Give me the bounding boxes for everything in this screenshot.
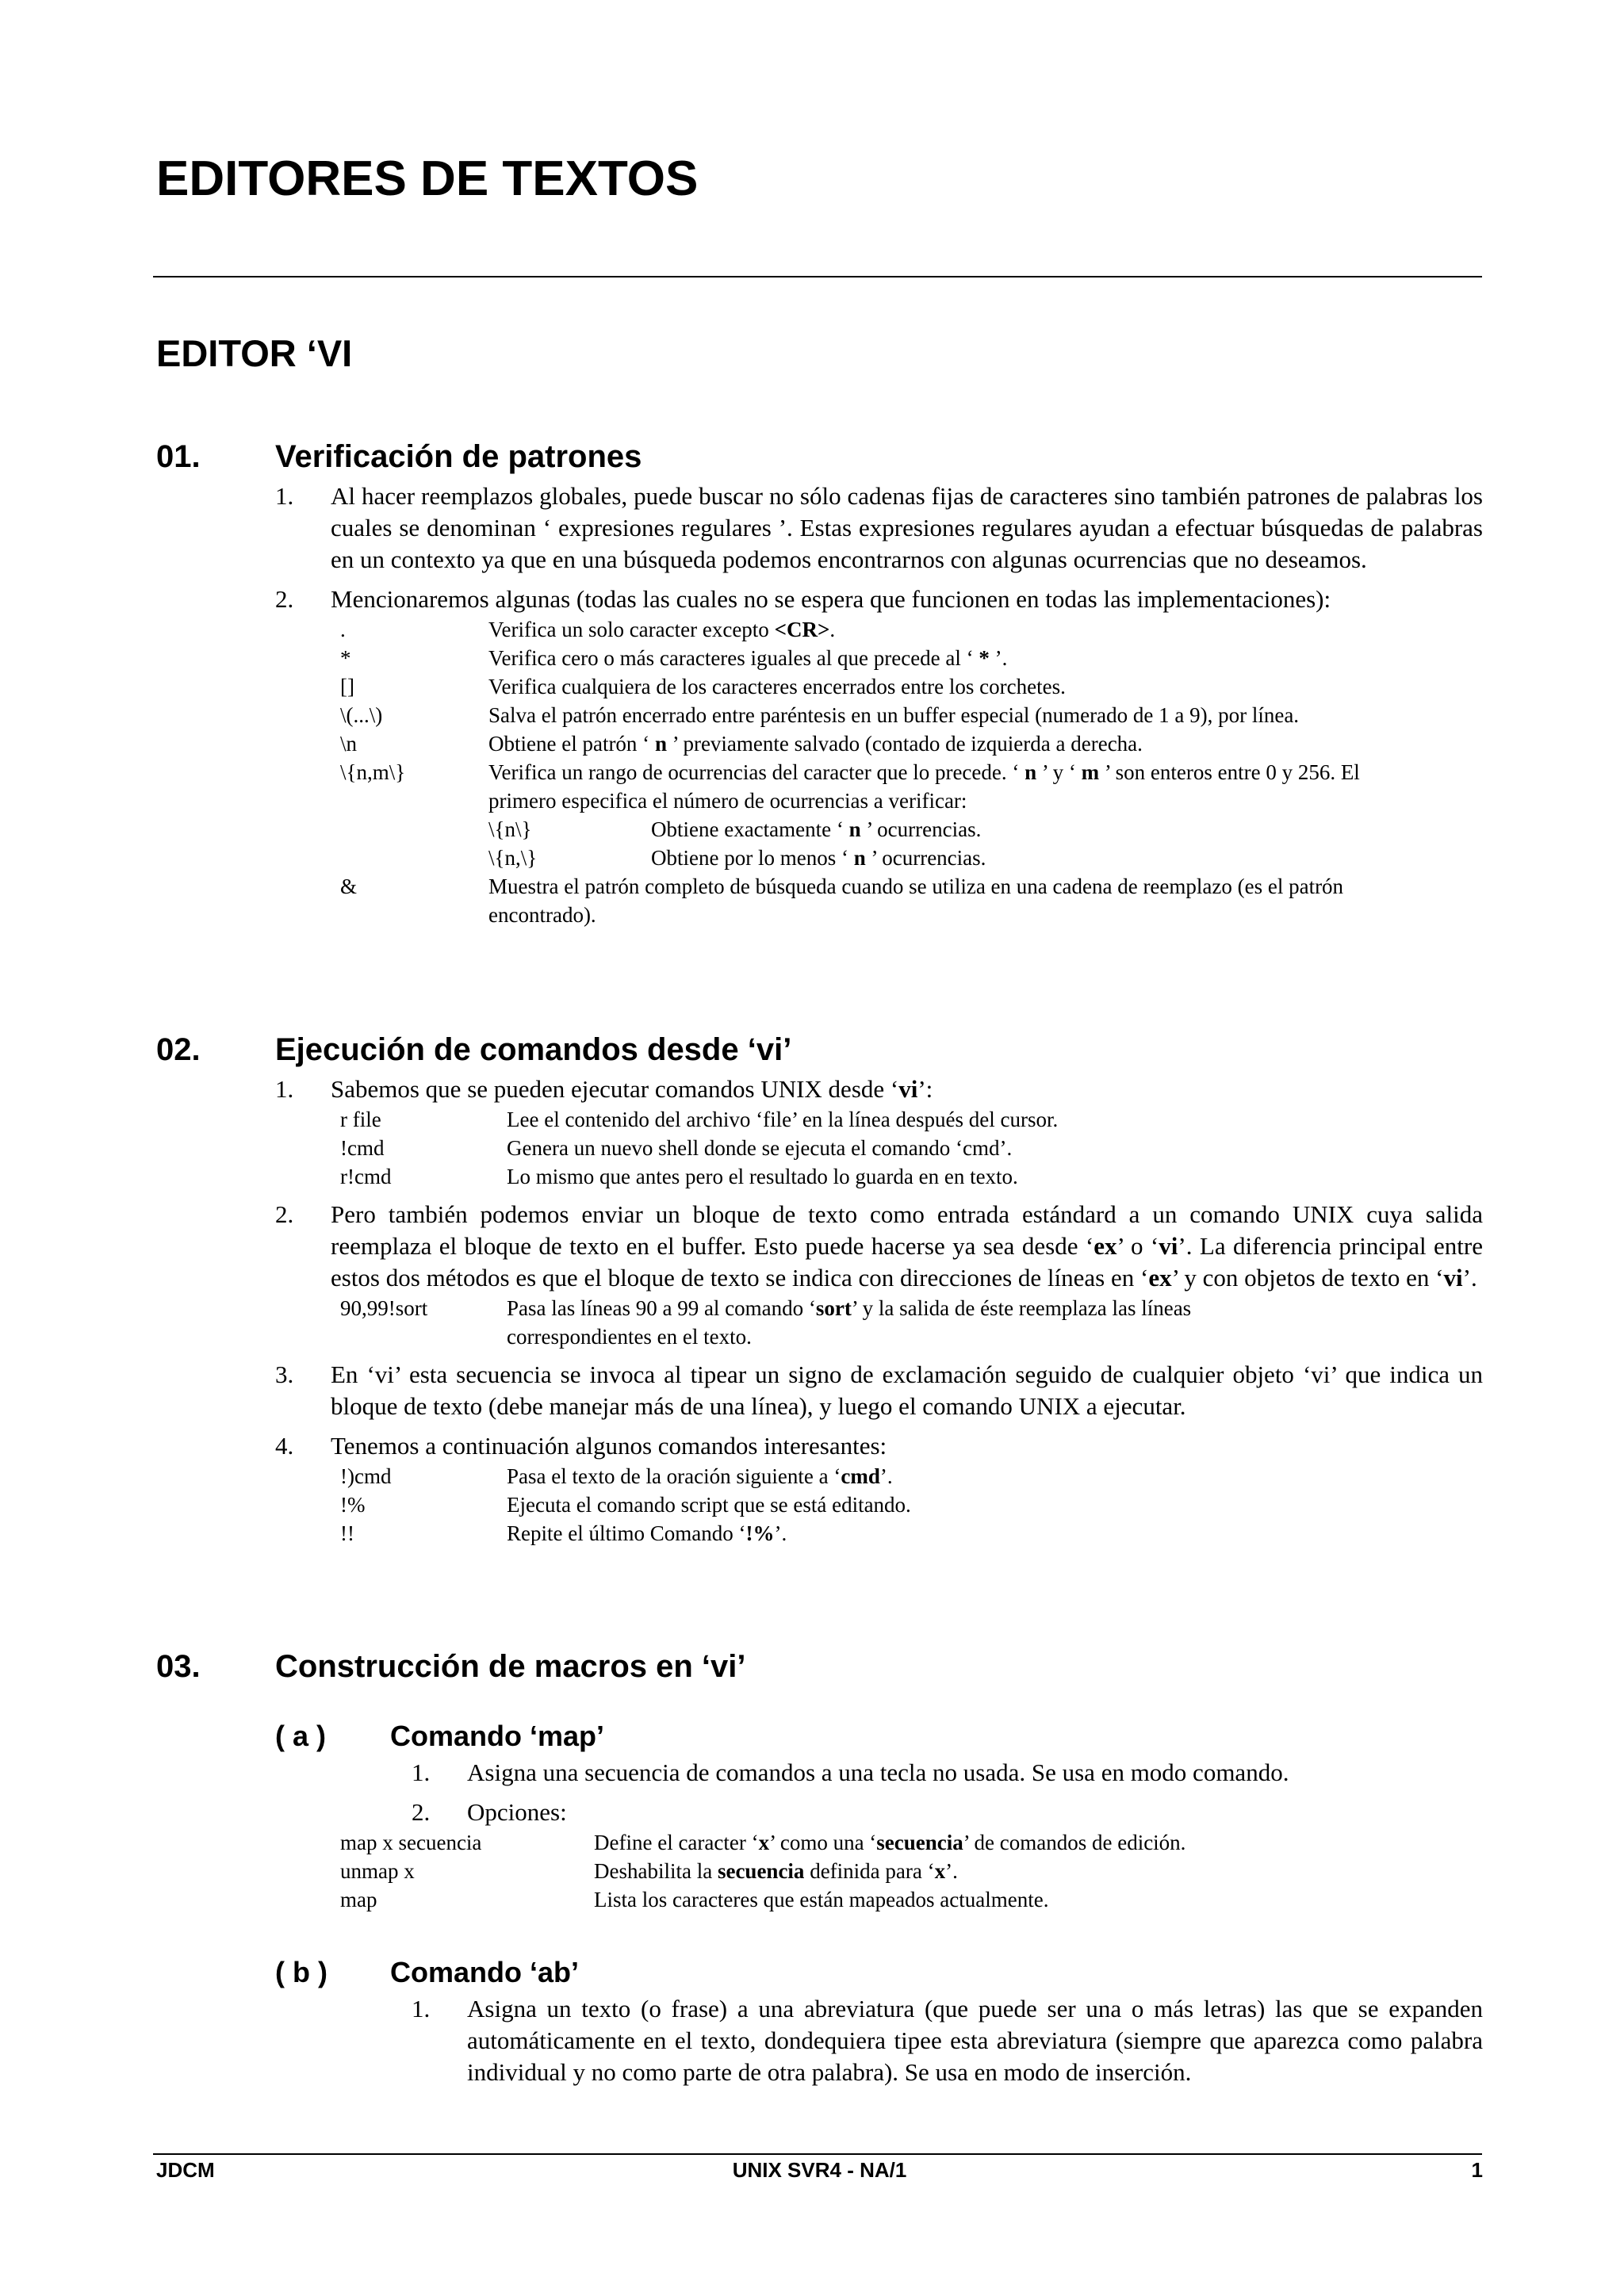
item-text: Asigna una secuencia de comandos a una tecla no usada. Se usa en modo comando. — [467, 1758, 1289, 1786]
definition-row — [340, 1162, 1483, 1191]
list-item — [412, 1797, 1483, 1828]
definition-row — [340, 872, 1483, 929]
list-item — [275, 1073, 1483, 1105]
definition-text: Define el caracter ‘x’ como una ‘secuencia’ de comandos de edición. — [594, 1831, 1186, 1854]
page-title: EDITORES DE TEXTOS — [156, 151, 699, 206]
definition-text: Verifica un solo caracter excepto <CR>. — [488, 618, 836, 641]
definition-row — [340, 1490, 1483, 1519]
definition-key: [] — [340, 675, 354, 698]
definition-key: 90,99!sort — [340, 1296, 428, 1320]
definition-text: Repite el último Comando ‘!%’. — [507, 1521, 787, 1545]
definition-row — [340, 1857, 1483, 1885]
subsection-heading — [275, 1955, 1483, 1990]
definition-row — [340, 758, 1483, 815]
definition-row — [340, 1828, 1483, 1857]
definition-row — [340, 701, 1483, 729]
item-number: 1. — [412, 1758, 431, 1786]
footer-divider — [153, 2153, 1482, 2155]
definition-key: * — [340, 646, 351, 670]
item-number: 4. — [275, 1432, 294, 1460]
definition-key: & — [340, 874, 358, 898]
definition-key: \(...\) — [340, 703, 383, 727]
list-item — [275, 1430, 1483, 1462]
subsection-title: Comando ‘map’ — [390, 1720, 605, 1752]
item-text: Al hacer reemplazos globales, puede buscar no sólo cadenas fijas de caracteres sino también patrones de palabras los cuales se denominan ‘ expresiones regulares ’. Estas expresiones regulares ayudan a efectuar búsquedas de palabras en un contexto ya que en una búsqueda podemos encontrarnos con algunas ocurrencias que no deseamos. — [331, 482, 1483, 573]
definition-key: !)cmd — [340, 1464, 392, 1488]
definition-key: r file — [340, 1108, 381, 1131]
item-number: 2. — [275, 1200, 294, 1228]
section-heading — [156, 1031, 1483, 1069]
section-heading — [156, 1647, 1483, 1686]
section-02 — [156, 1031, 1483, 1548]
item-number: 2. — [275, 585, 294, 613]
definition-key: \n — [340, 732, 358, 756]
item-text: Sabemos que se pueden ejecutar comandos UNIX desde ‘vi’: — [331, 1075, 933, 1103]
section-01 — [156, 438, 1483, 929]
subsection-title: Comando ‘ab’ — [390, 1956, 580, 1988]
definition-key: r!cmd — [340, 1165, 392, 1188]
nested-definition-row — [488, 815, 1483, 844]
definition-row — [340, 1885, 1483, 1914]
definition-row — [340, 1294, 1483, 1351]
definition-text: Obtiene el patrón ‘ n ’ previamente salvado (contado de izquierda a derecha. — [488, 732, 1143, 756]
definition-key: \{n,\} — [488, 846, 538, 870]
section-03 — [156, 1647, 1483, 2088]
definition-text: Verifica cero o más caracteres iguales al que precede al ‘ * ’. — [488, 646, 1008, 670]
nested-definition-row — [488, 844, 1483, 872]
definition-text: Pasa el texto de la oración siguiente a ‘cmd’. — [507, 1464, 893, 1488]
item-text: Opciones: — [467, 1798, 567, 1826]
section-number: 01. — [156, 439, 201, 474]
list-item — [275, 480, 1483, 576]
definition-text: Salva el patrón encerrado entre paréntesis en un buffer especial (numerado de 1 a 9), por línea. — [488, 703, 1300, 727]
item-number: 1. — [412, 1995, 431, 2022]
definition-list — [340, 1462, 1483, 1548]
list-item — [275, 1359, 1483, 1422]
item-number: 1. — [275, 482, 294, 510]
section-heading — [156, 438, 1483, 476]
item-text: Pero también podemos enviar un bloque de texto como entrada estándard a un comando UNIX cuya salida reemplaza el bloque de texto en el buffer. Esto puede hacerse ya sea desde ‘ex’ o ‘vi’. La diferencia principal entre estos dos métodos es que el bloque de texto se indica con direcciones de líneas en ‘ex’ y con objetos de texto en ‘vi’. — [331, 1200, 1483, 1292]
definition-list — [340, 1294, 1483, 1351]
definition-key: unmap x — [340, 1859, 415, 1883]
definition-row — [340, 615, 1483, 644]
definition-key: !! — [340, 1521, 354, 1545]
item-text: Tenemos a continuación algunos comandos interesantes: — [331, 1432, 887, 1460]
definition-text: Pasa las líneas 90 a 99 al comando ‘sort’ y la salida de éste reemplaza las líneas correspondientes en el texto. — [507, 1296, 1192, 1349]
definition-row — [340, 644, 1483, 672]
definition-row — [340, 729, 1483, 758]
page-subtitle: EDITOR ‘VI — [156, 332, 353, 374]
definition-text: Lo mismo que antes pero el resultado lo guarda en en texto. — [507, 1165, 1018, 1188]
definition-list — [340, 1828, 1483, 1914]
section-title: Verificación de patrones — [275, 439, 642, 474]
page-footer — [156, 2158, 1483, 2183]
definition-key: \{n\} — [488, 817, 532, 841]
definition-row — [340, 1462, 1483, 1490]
definition-text: Lee el contenido del archivo ‘file’ en la línea después del cursor. — [507, 1108, 1059, 1131]
item-text: Asigna un texto (o frase) a una abreviatura (que puede ser una o más letras) las que se expanden automáticamente en el texto, dondequiera tipee esta abreviatura (siempre que aparezca como palabra individual y no como parte de otra palabra). Se usa en modo de inserción. — [467, 1995, 1483, 2086]
definition-key: \{n,m\} — [340, 760, 406, 784]
item-text: En ‘vi’ esta secuencia se invoca al tipear un signo de exclamación seguido de cualquier objeto ‘vi’ que indica un bloque de texto (debe manejar más de una línea), y luego el comando UNIX a ejecutar. — [331, 1360, 1483, 1420]
definition-text: Genera un nuevo shell donde se ejecuta el comando ‘cmd’. — [507, 1136, 1013, 1160]
title-divider — [153, 276, 1482, 277]
subsection-heading — [275, 1719, 1483, 1754]
definition-text: Deshabilita la secuencia definida para ‘x’. — [594, 1859, 958, 1883]
item-text: Mencionaremos algunas (todas las cuales no se espera que funcionen en todas las implementaciones): — [331, 585, 1331, 613]
definition-text: Obtiene por lo menos ‘ n ’ ocurrencias. — [651, 846, 986, 870]
definition-key: map x secuencia — [340, 1831, 482, 1854]
definition-text: Muestra el patrón completo de búsqueda cuando se utiliza en una cadena de reemplazo (es el patrón encontrado). — [488, 874, 1344, 927]
item-number: 1. — [275, 1075, 294, 1103]
definition-row — [340, 1134, 1483, 1162]
definition-row — [340, 1105, 1483, 1134]
section-number: 02. — [156, 1032, 201, 1067]
list-item — [275, 1199, 1483, 1294]
definition-text: Lista los caracteres que están mapeados actualmente. — [594, 1888, 1049, 1911]
page-number: 1 — [1471, 2158, 1484, 2182]
definition-text: Verifica un rango de ocurrencias del caracter que lo precede. ‘ n ’ y ‘ m ’ son enteros entre 0 y 256. El primero especifica el número de ocurrencias a verificar: — [488, 760, 1360, 813]
footer-author: JDCM — [156, 2158, 215, 2182]
definition-list — [340, 1105, 1483, 1191]
list-item — [412, 1993, 1483, 2088]
item-number: 2. — [412, 1798, 431, 1826]
section-title: Construcción de macros en ‘vi’ — [275, 1649, 746, 1684]
section-number: 03. — [156, 1649, 201, 1684]
definition-text: Obtiene exactamente ‘ n ’ ocurrencias. — [651, 817, 982, 841]
subsection-label: ( b ) — [275, 1956, 327, 1988]
definition-key: map — [340, 1888, 377, 1911]
definition-row — [340, 1519, 1483, 1548]
definition-row — [340, 672, 1483, 701]
list-item — [275, 584, 1483, 615]
definition-key: !cmd — [340, 1136, 385, 1160]
definition-key: !% — [340, 1493, 366, 1517]
section-title: Ejecución de comandos desde ‘vi’ — [275, 1032, 792, 1067]
definition-key: . — [340, 618, 346, 641]
subsection-label: ( a ) — [275, 1720, 327, 1752]
definition-list — [340, 615, 1483, 929]
definition-text: Verifica cualquiera de los caracteres encerrados entre los corchetes. — [488, 675, 1066, 698]
definition-text: Ejecuta el comando script que se está editando. — [507, 1493, 911, 1517]
footer-course: UNIX SVR4 - NA/1 — [732, 2158, 907, 2182]
item-number: 3. — [275, 1360, 294, 1388]
list-item — [412, 1757, 1483, 1789]
